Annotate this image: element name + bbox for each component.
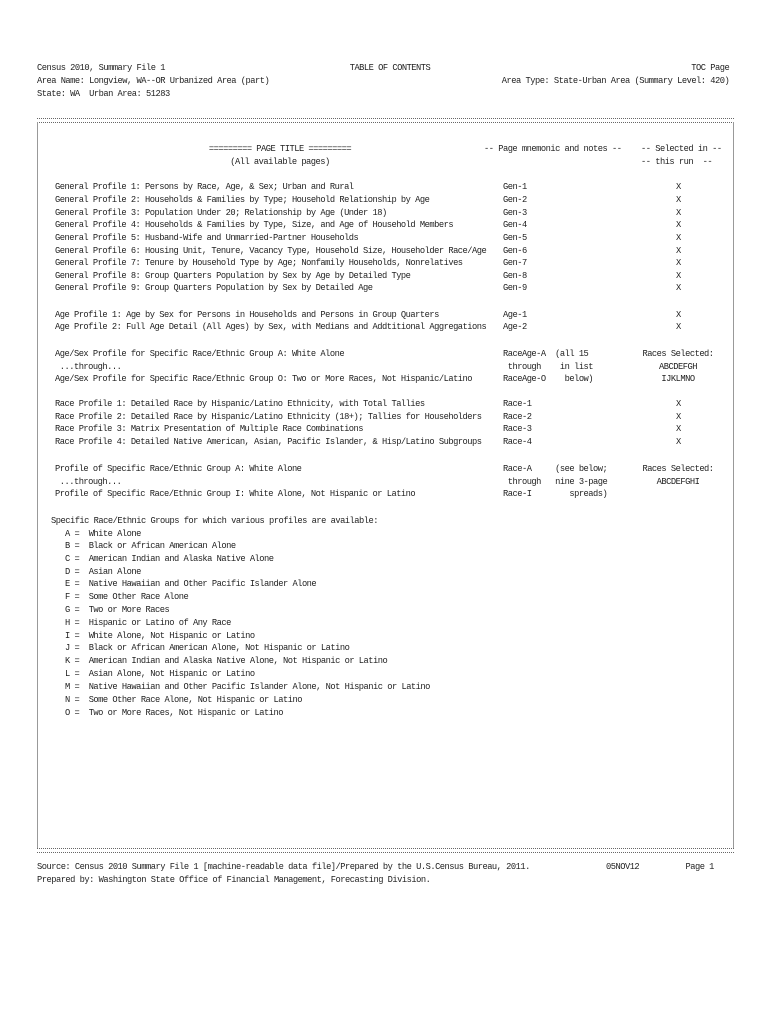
header-census: Census 2010, Summary File 1 [37, 62, 165, 73]
profile-title: General Profile 9: Group Quarters Population by Sex by Detailed Age [55, 282, 373, 293]
profile-selected-mark: X [676, 321, 681, 332]
profile-title: General Profile 2: Households & Families by Type; Household Relationship by Age [55, 194, 430, 205]
top-rule [37, 118, 734, 123]
group-item: H = Hispanic or Latino of Any Race [65, 617, 231, 628]
profile-selected-mark: X [676, 207, 681, 218]
header-toc-page: TOC Page [691, 62, 729, 73]
profile-title: General Profile 6: Housing Unit, Tenure, Vacancy Type, Household Size, Householder Race/Age [55, 245, 487, 256]
column-selected-heading: -- Selected in -- [641, 143, 722, 154]
races-selected-codes: ABCDEFGH [659, 361, 697, 372]
group-item: B = Black or African American Alone [65, 540, 236, 551]
footer-page: Page 1 [685, 861, 714, 872]
header-state: State: WA Urban Area: 51283 [37, 88, 170, 99]
group-item: N = Some Other Race Alone, Not Hispanic or Latino [65, 694, 302, 705]
column-selected-subheading: -- this run -- [641, 156, 713, 167]
group-item: C = American Indian and Alaska Native Alone [65, 553, 274, 564]
profile-mnemonic: Race-4 [503, 436, 532, 447]
profile-selected-mark: X [676, 398, 681, 409]
footer-prepared-by: Prepared by: Washington State Office of Financial Management, Forecasting Division. [37, 874, 431, 885]
group-item: J = Black or African American Alone, Not Hispanic or Latino [65, 642, 350, 653]
footer-source: Source: Census 2010 Summary File 1 [machine-readable data file]/Prepared by the U.S.Census Bureau, 2011. [37, 861, 530, 872]
bottom-rule [37, 848, 734, 853]
profile-mnemonic: Race-A (see below; [503, 463, 608, 474]
profile-selected-mark: X [676, 194, 681, 205]
column-mnemonic-heading: -- Page mnemonic and notes -- [484, 143, 622, 154]
column-title-subheading: (All available pages) [230, 156, 330, 167]
profile-title: Age Profile 1: Age by Sex for Persons in Households and Persons in Group Quarters [55, 309, 439, 320]
profile-mnemonic: Gen-7 [503, 257, 527, 268]
profile-selected-mark: X [676, 257, 681, 268]
group-item: E = Native Hawaiian and Other Pacific Islander Alone [65, 578, 317, 589]
profile-title: Profile of Specific Race/Ethnic Group A: White Alone [55, 463, 302, 474]
profile-title: General Profile 3: Population Under 20; Relationship by Age (Under 18) [55, 207, 387, 218]
profile-mnemonic: RaceAge-O below) [503, 373, 594, 384]
profile-title: Age Profile 2: Full Age Detail (All Ages) by Sex, with Medians and Addtitional Aggregations [55, 321, 487, 332]
profile-mnemonic: Race-2 [503, 411, 532, 422]
group-item: O = Two or More Races, Not Hispanic or Latino [65, 707, 283, 718]
profile-selected-mark: X [676, 232, 681, 243]
profile-mnemonic: Age-1 [503, 309, 527, 320]
profile-title: Race Profile 3: Matrix Presentation of Multiple Race Combinations [55, 423, 364, 434]
group-item: A = White Alone [65, 528, 141, 539]
profile-title: General Profile 7: Tenure by Household Type by Age; Nonfamily Households, Nonrelatives [55, 257, 463, 268]
profile-mnemonic: Gen-9 [503, 282, 527, 293]
profile-title: General Profile 4: Households & Families by Type, Size, and Age of Household Members [55, 219, 454, 230]
profile-selected-mark: X [676, 309, 681, 320]
profile-mnemonic: Race-1 [503, 398, 532, 409]
profile-title: General Profile 8: Group Quarters Population by Sex by Age by Detailed Type [55, 270, 411, 281]
profile-mnemonic: Gen-8 [503, 270, 527, 281]
profile-mnemonic: Gen-6 [503, 245, 527, 256]
races-selected-label: Races Selected: [642, 463, 714, 474]
profile-selected-mark: X [676, 282, 681, 293]
races-selected-codes: ABCDEFGHI [656, 476, 700, 487]
profile-title: Race Profile 1: Detailed Race by Hispanic/Latino Ethnicity, with Total Tallies [55, 398, 425, 409]
profile-mnemonic: Gen-5 [503, 232, 527, 243]
profile-selected-mark: X [676, 181, 681, 192]
profile-selected-mark: X [676, 245, 681, 256]
profile-mnemonic: through nine 3-page [503, 476, 608, 487]
group-item: K = American Indian and Alaska Native Alone, Not Hispanic or Latino [65, 655, 388, 666]
profile-selected-mark: X [676, 411, 681, 422]
header-title: TABLE OF CONTENTS [349, 62, 431, 73]
profile-selected-mark: X [676, 423, 681, 434]
header-area-name: Area Name: Longview, WA--OR Urbanized Area (part) [37, 75, 270, 86]
profile-mnemonic: Race-I spreads) [503, 488, 608, 499]
profile-title: Race Profile 2: Detailed Race by Hispanic/Latino Ethnicity (18+); Tallies for Householders [55, 411, 482, 422]
profile-title: Age/Sex Profile for Specific Race/Ethnic Group A: White Alone [55, 348, 345, 359]
races-selected-codes: IJKLMNO [661, 373, 695, 384]
races-selected-label: Races Selected: [642, 348, 714, 359]
left-border [37, 122, 38, 848]
profile-mnemonic: through in list [503, 361, 594, 372]
profile-selected-mark: X [676, 270, 681, 281]
groups-heading: Specific Race/Ethnic Groups for which various profiles are available: [51, 515, 378, 526]
profile-title-through: ...through... [55, 476, 122, 487]
profile-title: Race Profile 4: Detailed Native American, Asian, Pacific Islander, & Hisp/Latino Subgroups [55, 436, 482, 447]
column-title-heading: ========= PAGE TITLE ========= [208, 143, 352, 154]
profile-mnemonic: RaceAge-A (all 15 [503, 348, 589, 359]
profile-mnemonic: Race-3 [503, 423, 532, 434]
group-item: I = White Alone, Not Hispanic or Latino [65, 630, 255, 641]
profile-title-through: ...through... [55, 361, 122, 372]
group-item: F = Some Other Race Alone [65, 591, 189, 602]
profile-mnemonic: Gen-3 [503, 207, 527, 218]
group-item: D = Asian Alone [65, 566, 141, 577]
profile-title: General Profile 5: Husband-Wife and Unmarried-Partner Households [55, 232, 359, 243]
header-area-type: Area Type: State-Urban Area (Summary Level: 420) [501, 75, 729, 86]
profile-mnemonic: Gen-1 [503, 181, 527, 192]
group-item: L = Asian Alone, Not Hispanic or Latino [65, 668, 255, 679]
profile-title: Profile of Specific Race/Ethnic Group I: White Alone, Not Hispanic or Latino [55, 488, 416, 499]
profile-mnemonic: Gen-4 [503, 219, 527, 230]
profile-selected-mark: X [676, 219, 681, 230]
profile-title: Age/Sex Profile for Specific Race/Ethnic Group O: Two or More Races, Not Hispanic/Latino [55, 373, 473, 384]
group-item: M = Native Hawaiian and Other Pacific Islander Alone, Not Hispanic or Latino [65, 681, 430, 692]
profile-mnemonic: Age-2 [503, 321, 527, 332]
footer-date: 05NOV12 [606, 861, 640, 872]
profile-mnemonic: Gen-2 [503, 194, 527, 205]
profile-selected-mark: X [676, 436, 681, 447]
right-border [733, 122, 734, 848]
profile-title: General Profile 1: Persons by Race, Age, & Sex; Urban and Rural [55, 181, 354, 192]
group-item: G = Two or More Races [65, 604, 170, 615]
